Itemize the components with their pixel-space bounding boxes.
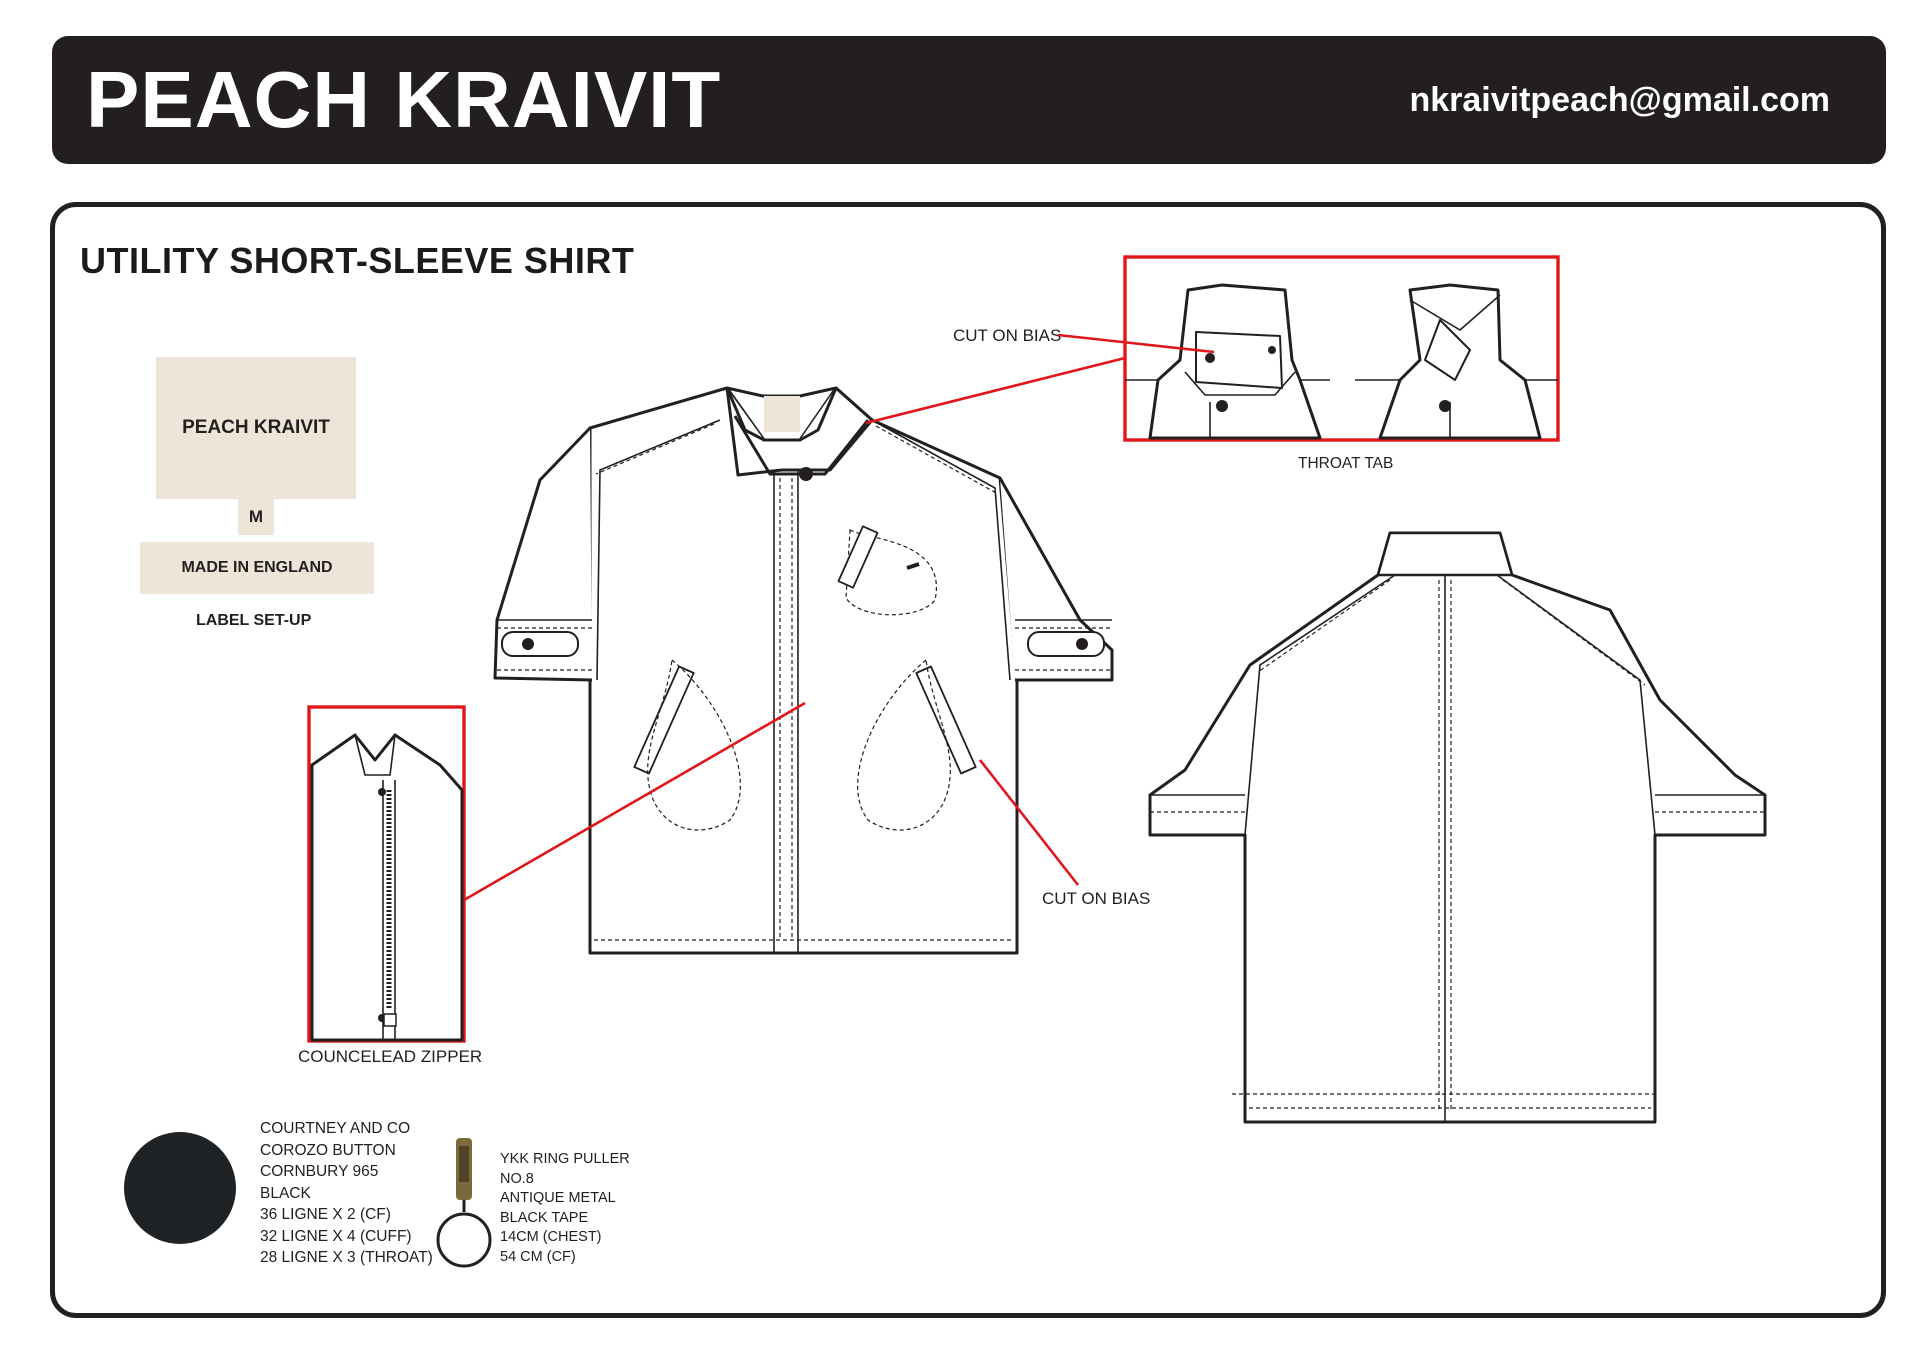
garment-title: UTILITY SHORT-SLEEVE SHIRT — [80, 240, 635, 281]
zipper-spec — [500, 1150, 630, 1267]
cut-on-bias-pocket-label: CUT ON BIAS — [1042, 889, 1151, 908]
concealed-zipper-detail — [312, 735, 462, 1040]
button-spec-line: COURTNEY AND CO — [260, 1120, 411, 1137]
label-setup-caption: LABEL SET-UP — [196, 612, 312, 629]
button-spec-line: CORNBURY 965 — [260, 1163, 379, 1180]
size-label-text: M — [248, 507, 264, 526]
ring-puller-icon — [438, 1138, 490, 1266]
main-label-text: PEACH KRAIVIT — [182, 417, 330, 438]
zipper-spec-line: 54 CM (CF) — [500, 1248, 576, 1265]
button-spec-line: 28 LIGNE X 3 (THROAT) — [260, 1249, 433, 1266]
zipper-spec-line: 14CM (CHEST) — [500, 1229, 602, 1245]
concealed-zipper-label: COUNCELEAD ZIPPER — [298, 1047, 483, 1066]
back-flat — [1150, 533, 1765, 1122]
origin-label-text: MADE IN ENGLAND — [181, 559, 333, 576]
throat-tab-detail — [1125, 285, 1558, 438]
throat-tab-label: THROAT TAB — [1298, 455, 1394, 472]
button-spec-line: 36 LIGNE X 2 (CF) — [260, 1206, 391, 1223]
button-spec-line: COROZO BUTTON — [260, 1141, 396, 1159]
corozo-button-icon — [124, 1132, 236, 1244]
cut-on-bias-collar-label: CUT ON BIAS — [953, 326, 1062, 345]
contact-email[interactable]: nkraivitpeach@gmail.com — [1409, 81, 1830, 119]
brand-name: PEACH KRAIVIT — [86, 55, 722, 144]
zipper-spec-line: ANTIQUE METAL — [500, 1190, 616, 1206]
button-spec-line: BLACK — [260, 1184, 311, 1202]
button-spec — [260, 1118, 433, 1269]
zipper-spec-line: YKK RING PULLER — [500, 1151, 630, 1167]
front-flat — [495, 388, 1112, 953]
zipper-spec-line: BLACK TAPE — [500, 1209, 589, 1226]
throat-tab-callout-line — [866, 358, 1125, 423]
button-spec-line: 32 LIGNE X 4 (CUFF) — [260, 1227, 412, 1245]
zipper-spec-line: NO.8 — [500, 1170, 534, 1187]
